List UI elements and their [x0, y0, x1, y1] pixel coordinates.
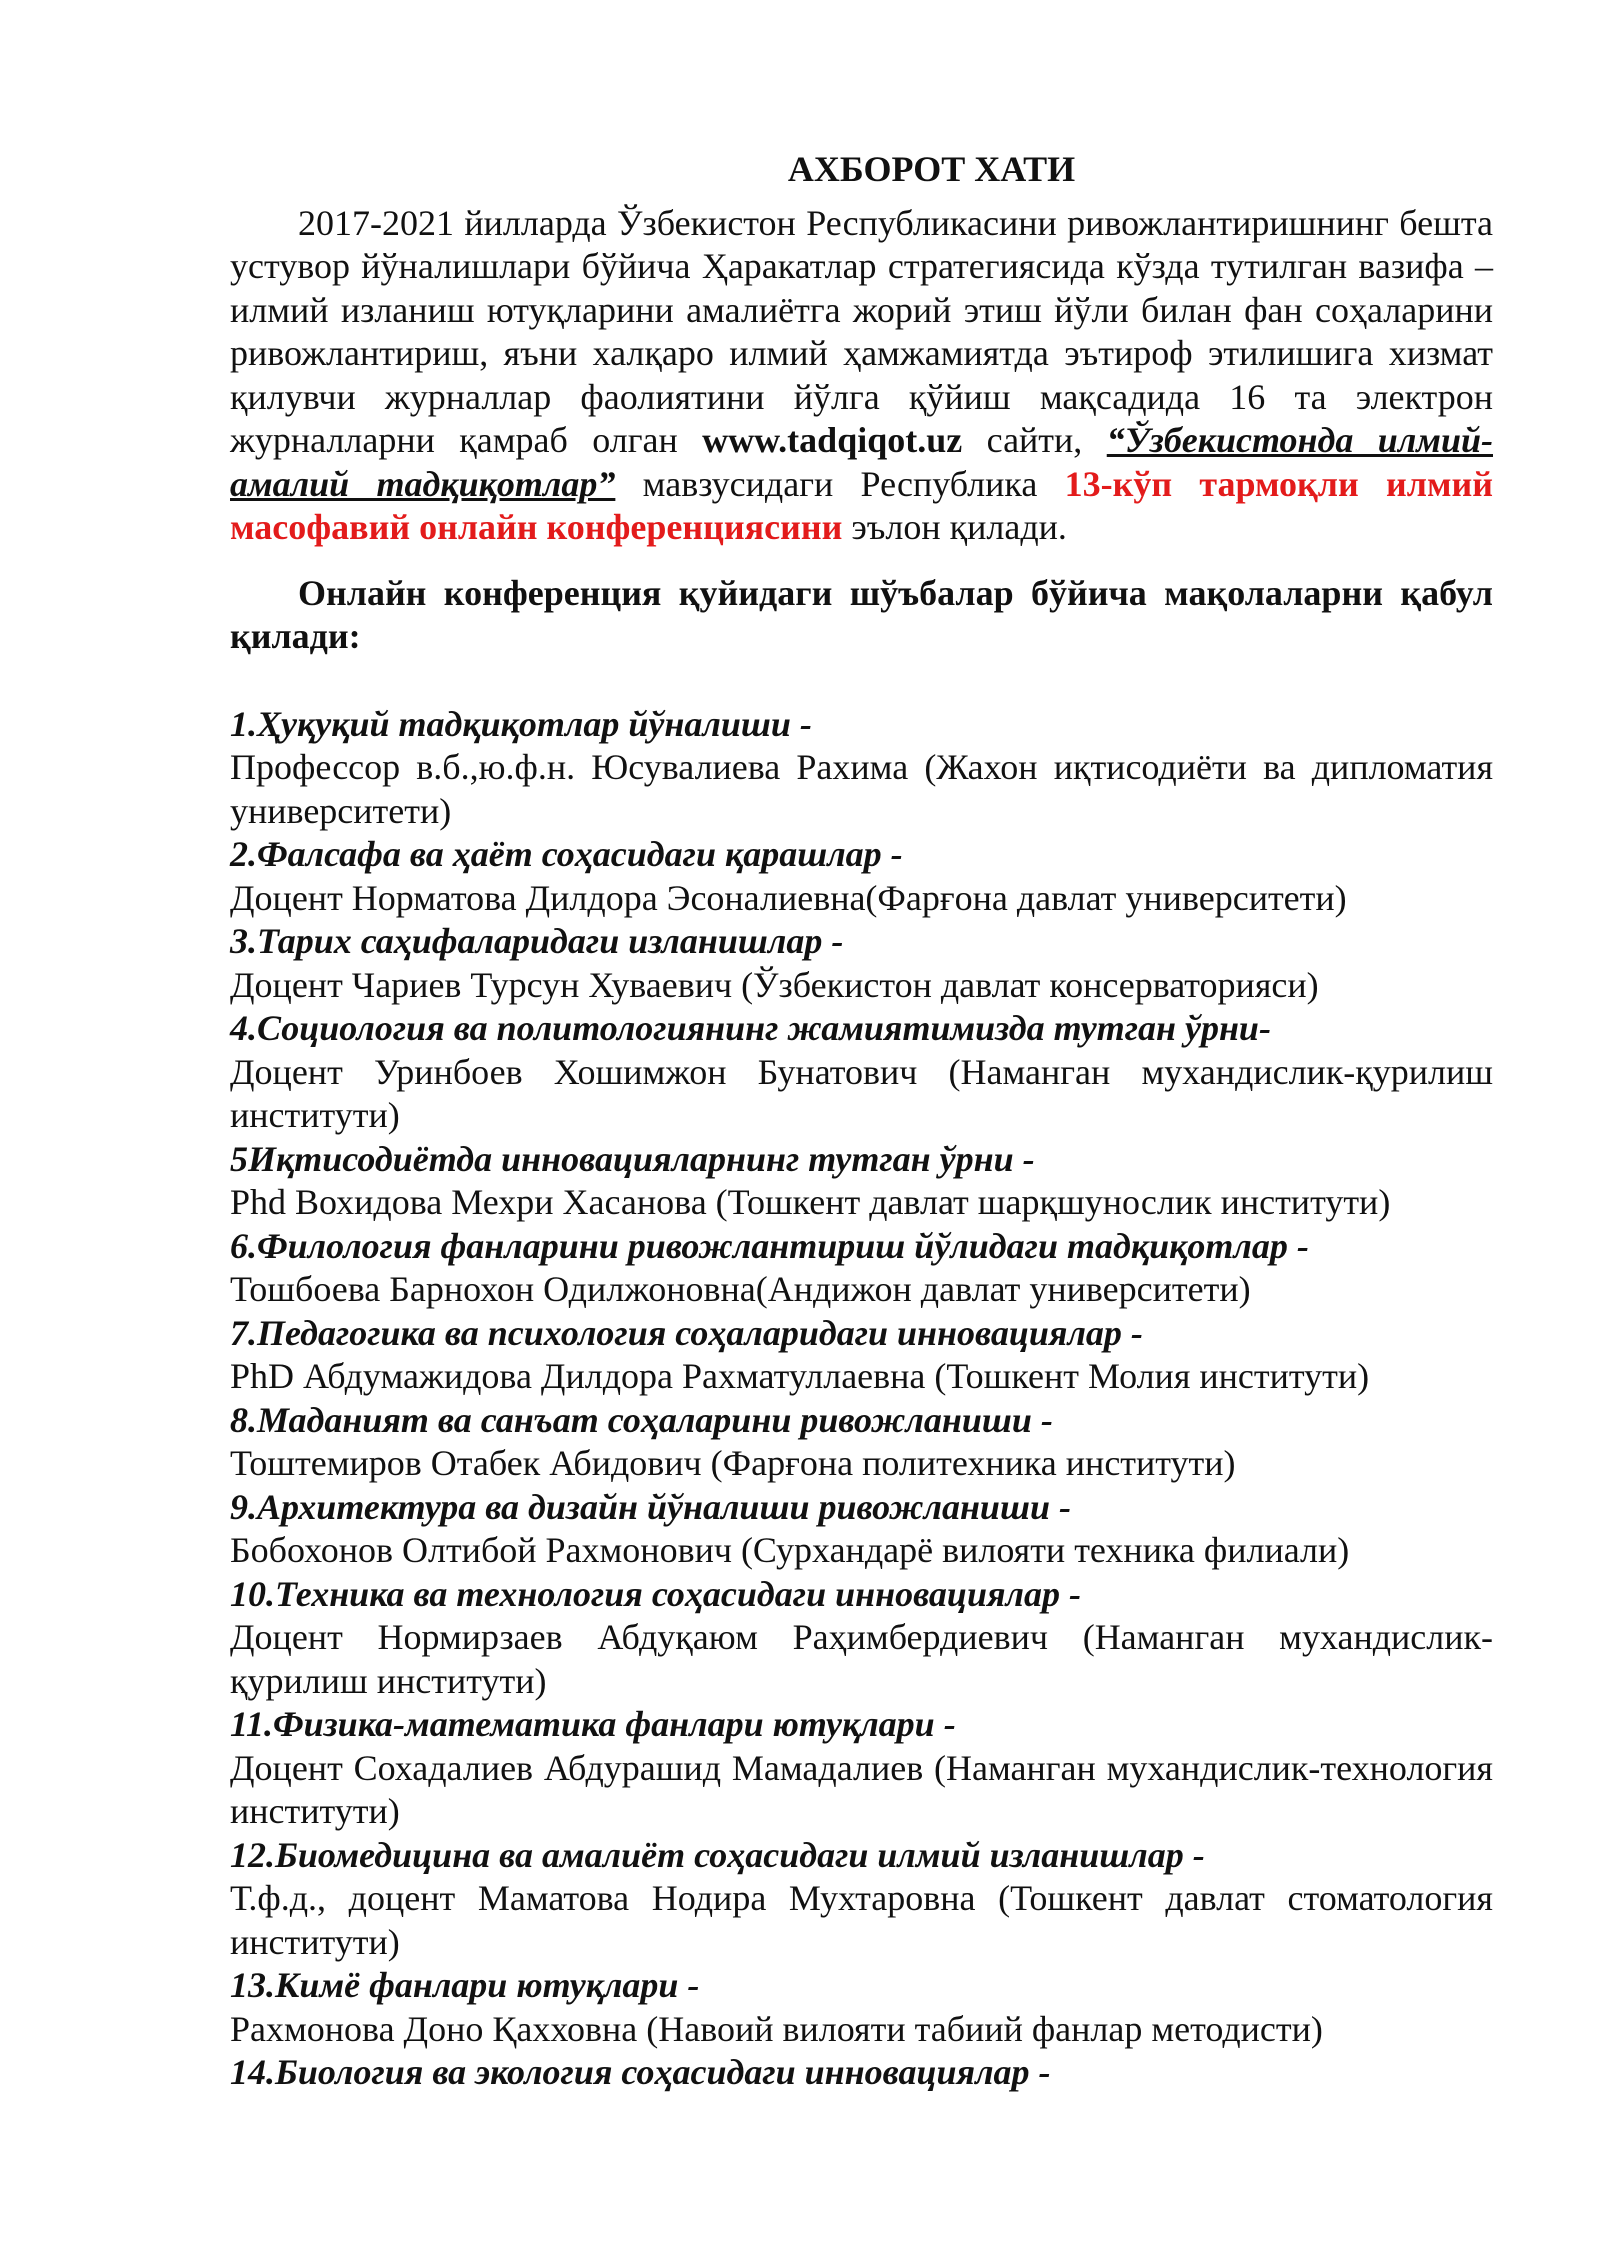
intro-text-2: сайти, — [962, 420, 1107, 460]
document-title: АХБОРОТ ХАТИ — [787, 149, 1076, 189]
section-person: Доцент Сохадалиев Абдурашид Мамадалиев (Наманган мухандислик-технология институти) — [230, 1747, 1493, 1831]
section-item — [230, 1007, 1493, 1138]
section-person: PhD Абдумажидова Дилдора Рахматуллаевна (Тошкент Молия институти) — [230, 1356, 1370, 1396]
section-person: Профессор в.б.,ю.ф.н. Юсувалиева Рахима (Жахон иқтисодиёти ва дипломатия университети) — [230, 747, 1493, 831]
section-item — [230, 1225, 1493, 1312]
section-item — [230, 1312, 1493, 1399]
section-title: 3.Тарих саҳифаларидаги изланишлар - — [230, 921, 844, 961]
sections-list — [230, 703, 1493, 2095]
section-title: 4.Социология ва политологиянинг жамиятимизда тутган ўрни- — [230, 1008, 1271, 1048]
section-title: 13.Кимё фанлари ютуқлари - — [230, 1965, 700, 2005]
section-person: Доцент Чариев Турсун Хуваевич (Ўзбекистон давлат консерваторияси) — [230, 964, 1319, 1005]
accept-paragraph: Онлайн конференция қуйидаги шўъбалар бўйича мақолаларни қабул қилади: — [230, 572, 1493, 656]
intro-text-1: 2017-2021 йилларда Ўзбекистон Республикасини ривожлантиришнинг бешта устувор йўналишлари бўйича Ҳаракатлар стратегиясида кўзда тутилган вазифа – илмий изланиш ютуқларини амалиётга жорий этиш йўли билан фан соҳаларини ривожлантириш, яъни халқаро илмий ҳамжамиятда эътироф этилишига хизмат қилувчи журналлар фаолиятини йўлга қўйиш мақсадида 16 та электрон журналларни қамраб олган — [230, 202, 1493, 460]
section-title: 12.Биомедицина ва амалиёт соҳасидаги илмий изланишлар - — [230, 1834, 1205, 1875]
section-title: 14.Биология ва экология соҳасидаги инновациялар - — [230, 2052, 1051, 2092]
section-item — [230, 1703, 1493, 1834]
section-person: Доцент Нормирзаев Абдуқаюм Раҳимбердиевич (Наманган мухандислик-қурилиш институти) — [230, 1617, 1493, 1701]
section-title: 9.Архитектура ва дизайн йўналиши ривожланиши - — [230, 1486, 1071, 1527]
section-item — [230, 920, 1493, 1007]
section-title: 2.Фалсафа ва ҳаёт соҳасидаги қарашлар - — [230, 834, 903, 874]
section-item — [230, 1486, 1493, 1573]
section-item — [230, 703, 1493, 834]
section-item — [230, 1573, 1493, 1704]
website-link[interactable]: www.tadqiqot.uz — [702, 420, 963, 460]
section-person: Тоштемиров Отабек Абидович (Фарғона политехника институти) — [230, 1443, 1236, 1483]
conference-title: “Ўзбекистонда илмий-амалий тадқиқотлар” — [230, 420, 1493, 504]
intro-paragraph — [230, 202, 1493, 550]
section-item — [230, 1399, 1493, 1486]
section-person: Бобохонов Олтибой Рахмонович (Сурхандарё вилояти техника филиали) — [230, 1530, 1350, 1570]
section-title: 5Иқтисодиётда инновацияларнинг тутган ўрни - — [230, 1138, 1035, 1179]
section-title: 6.Филология фанларини ривожлантириш йўлидаги тадқиқотлар - — [230, 1225, 1309, 1266]
section-person: Доцент Норматова Дилдора Эсоналиевна(Фарғона давлат университети) — [230, 877, 1347, 918]
section-title: 8.Маданият ва санъат соҳаларини ривожланиши - — [230, 1399, 1053, 1440]
section-item — [230, 1964, 1493, 2051]
section-title: 11.Физика-математика фанлари ютуқлари - — [230, 1704, 956, 1744]
section-title: 10.Техника ва технология соҳасидаги инновациялар - — [230, 1573, 1081, 1614]
section-title: 7.Педагогика ва психология соҳаларидаги инновациялар - — [230, 1312, 1143, 1353]
section-person: Доцент Уринбоев Хошимжон Бунатович (Наманган мухандислик-қурилиш институти) — [230, 1051, 1493, 1135]
intro-text-3: мавзусидаги Республика — [615, 463, 1065, 504]
section-person: Т.ф.д., доцент Маматова Нодира Мухтаровна (Тошкент давлат стоматология институти) — [230, 1878, 1493, 1962]
conference-name: 13-кўп тармоқли илмий масофавий онлайн конференциясини — [230, 463, 1494, 547]
section-item — [230, 1834, 1493, 1965]
section-item — [230, 1138, 1493, 1225]
section-person: Рахмонова Доно Қахховна (Навоий вилояти табиий фанлар методисти) — [230, 2008, 1323, 2049]
intro-text-4: эълон қилади. — [842, 507, 1067, 547]
section-person: Phd Вохидова Мехри Хасанова (Тошкент давлат шарқшунослик институти) — [230, 1182, 1391, 1222]
document-content — [230, 148, 1493, 2095]
section-item — [230, 2051, 1493, 2095]
section-person: Тошбоева Барнохон Одилжоновна(Андижон давлат университети) — [230, 1269, 1251, 1309]
section-item — [230, 833, 1493, 920]
section-title: 1.Ҳуқуқий тадқиқотлар йўналиши - — [230, 703, 812, 744]
